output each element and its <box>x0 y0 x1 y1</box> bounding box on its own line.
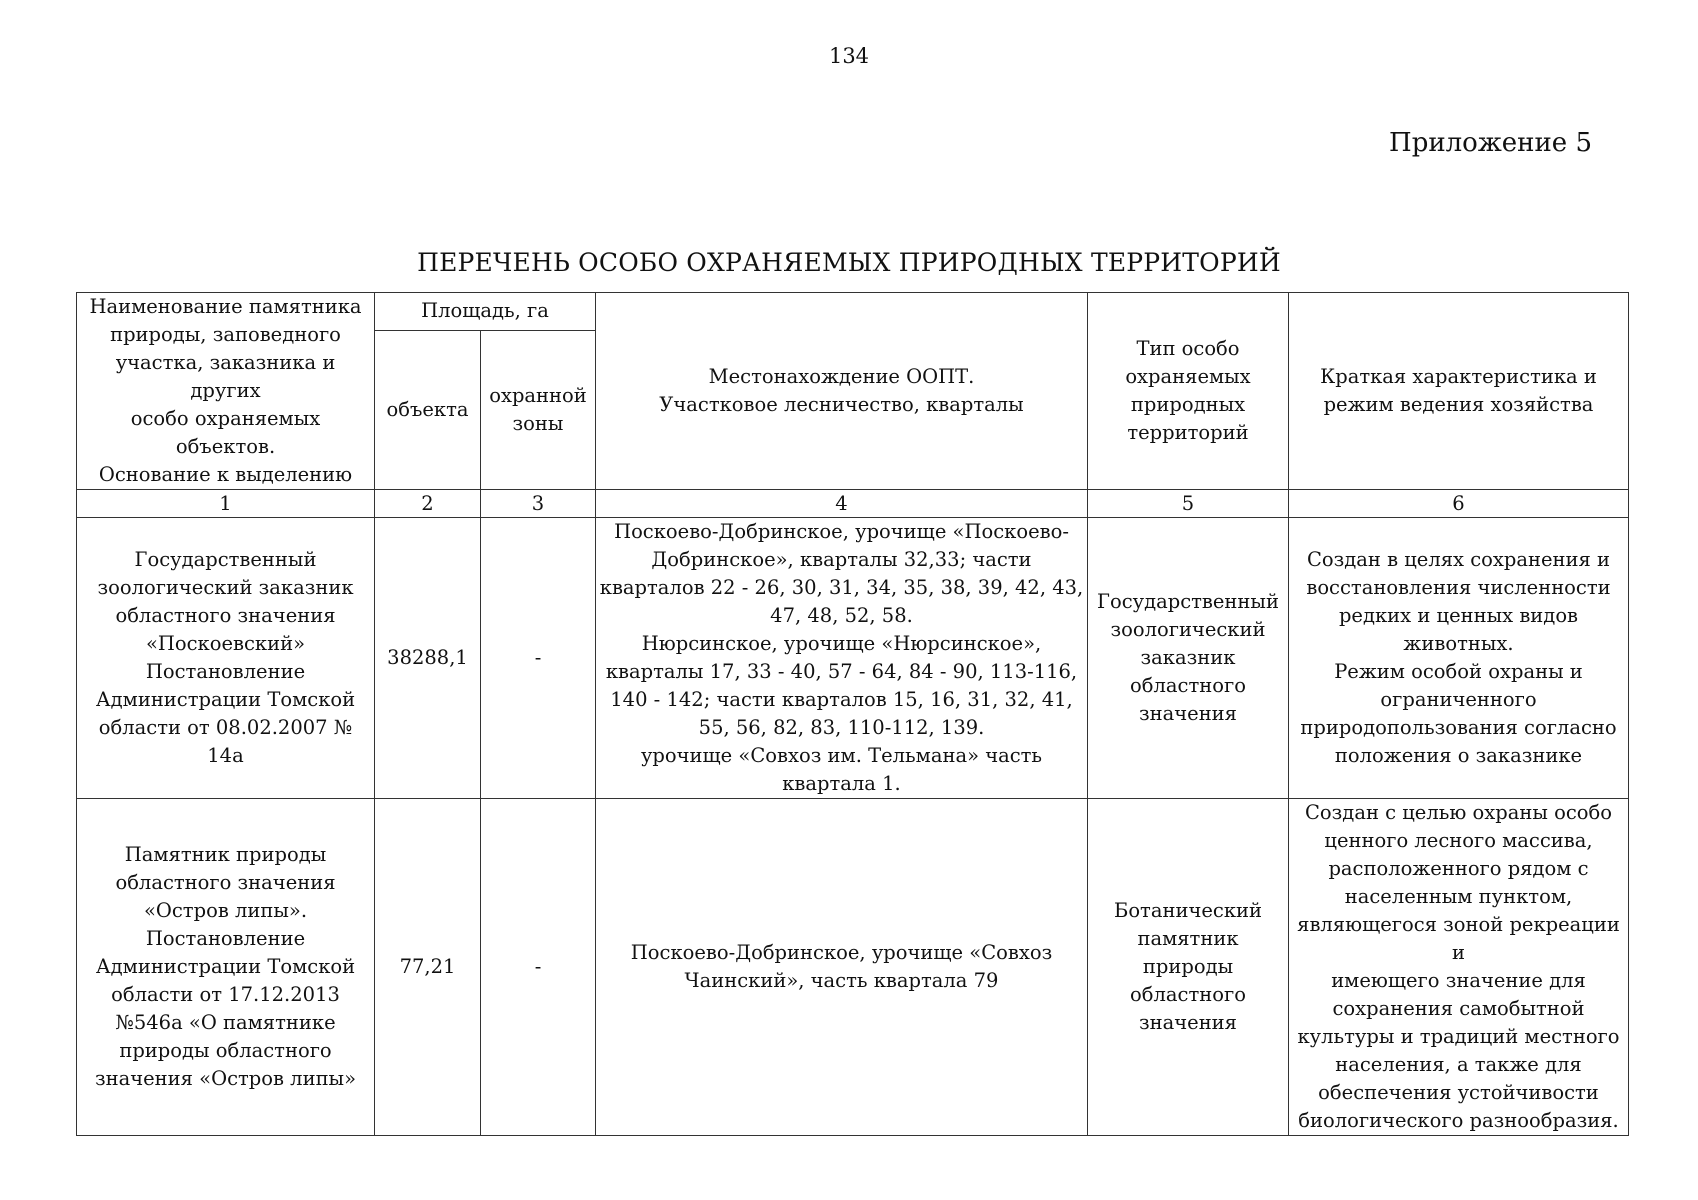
header-area: Площадь, га <box>375 293 596 331</box>
row-description: Создан с целью охраны особо ценного лесного массива, расположенного рядом с населенным пунктом, являющегося зоной рекреации и имеющего значение для сохранения самобытной культуры и традиций местного населения, а также для обеспечения устойчивости биологического разнообразия. <box>1289 799 1629 1136</box>
document-title: ПЕРЕЧЕНЬ ОСОБО ОХРАНЯЕМЫХ ПРИРОДНЫХ ТЕРРИТОРИЙ <box>417 248 1281 277</box>
column-number: 2 <box>375 490 481 518</box>
header-area-object: объекта <box>375 330 481 489</box>
row-name: Государственный зоологический заказник областного значения «Поскоевский» Постановление Администрации Томской области от 08.02.2007 № 14а <box>77 518 375 799</box>
row-location: Поскоево-Добринское, урочище «Поскоево- Добринское», кварталы 32,33; части кварталов 22 - 26, 30, 31, 34, 35, 38, 39, 42, 43, 47, 48, 52, 58. Нюрсинское, урочище «Нюрсинское», кварталы 17, 33 - 40, 57 - 64, 84 - 90, 113-116, 140 - 142; части кварталов 15, 16, 31, 32, 41, 55, 56, 82, 83, 110-112, 139. урочище «Совхоз им. Тельмана» часть квартала 1. <box>596 518 1088 799</box>
row-area-zone: - <box>481 518 596 799</box>
row-area-zone: - <box>481 799 596 1136</box>
appendix-label: Приложение 5 <box>1389 128 1592 158</box>
column-number: 5 <box>1088 490 1289 518</box>
row-type: Ботанический памятник природы областного значения <box>1088 799 1289 1136</box>
row-location: Поскоево-Добринское, урочище «Совхоз Чаинский», часть квартала 79 <box>596 799 1088 1136</box>
protected-areas-table <box>76 292 1629 1136</box>
row-area-object: 77,21 <box>375 799 481 1136</box>
table-row <box>77 799 1629 1136</box>
page-number: 134 <box>828 44 870 68</box>
row-type: Государственный зоологический заказник областного значения <box>1088 518 1289 799</box>
row-area-object: 38288,1 <box>375 518 481 799</box>
column-number: 3 <box>481 490 596 518</box>
header-area-zone: охранной зоны <box>481 330 596 489</box>
column-number: 1 <box>77 490 375 518</box>
column-number: 6 <box>1289 490 1629 518</box>
table-row <box>77 518 1629 799</box>
header-name: Наименование памятника природы, заповедного участка, заказника и других особо охраняемых объектов. Основание к выделению <box>77 293 375 490</box>
header-row <box>77 293 1629 331</box>
header-type: Тип особо охраняемых природных территорий <box>1088 293 1289 490</box>
header-description: Краткая характеристика и режим ведения хозяйства <box>1289 293 1629 490</box>
header-location: Местонахождение ООПТ. Участковое лесничество, кварталы <box>596 293 1088 490</box>
column-number: 4 <box>596 490 1088 518</box>
column-number-row <box>77 490 1629 518</box>
row-description: Создан в целях сохранения и восстановления численности редких и ценных видов животных. Режим особой охраны и ограниченного природопользования согласно положения о заказнике <box>1289 518 1629 799</box>
row-name: Памятник природы областного значения «Остров липы». Постановление Администрации Томской области от 17.12.2013 №546а «О памятнике природы областного значения «Остров липы» <box>77 799 375 1136</box>
